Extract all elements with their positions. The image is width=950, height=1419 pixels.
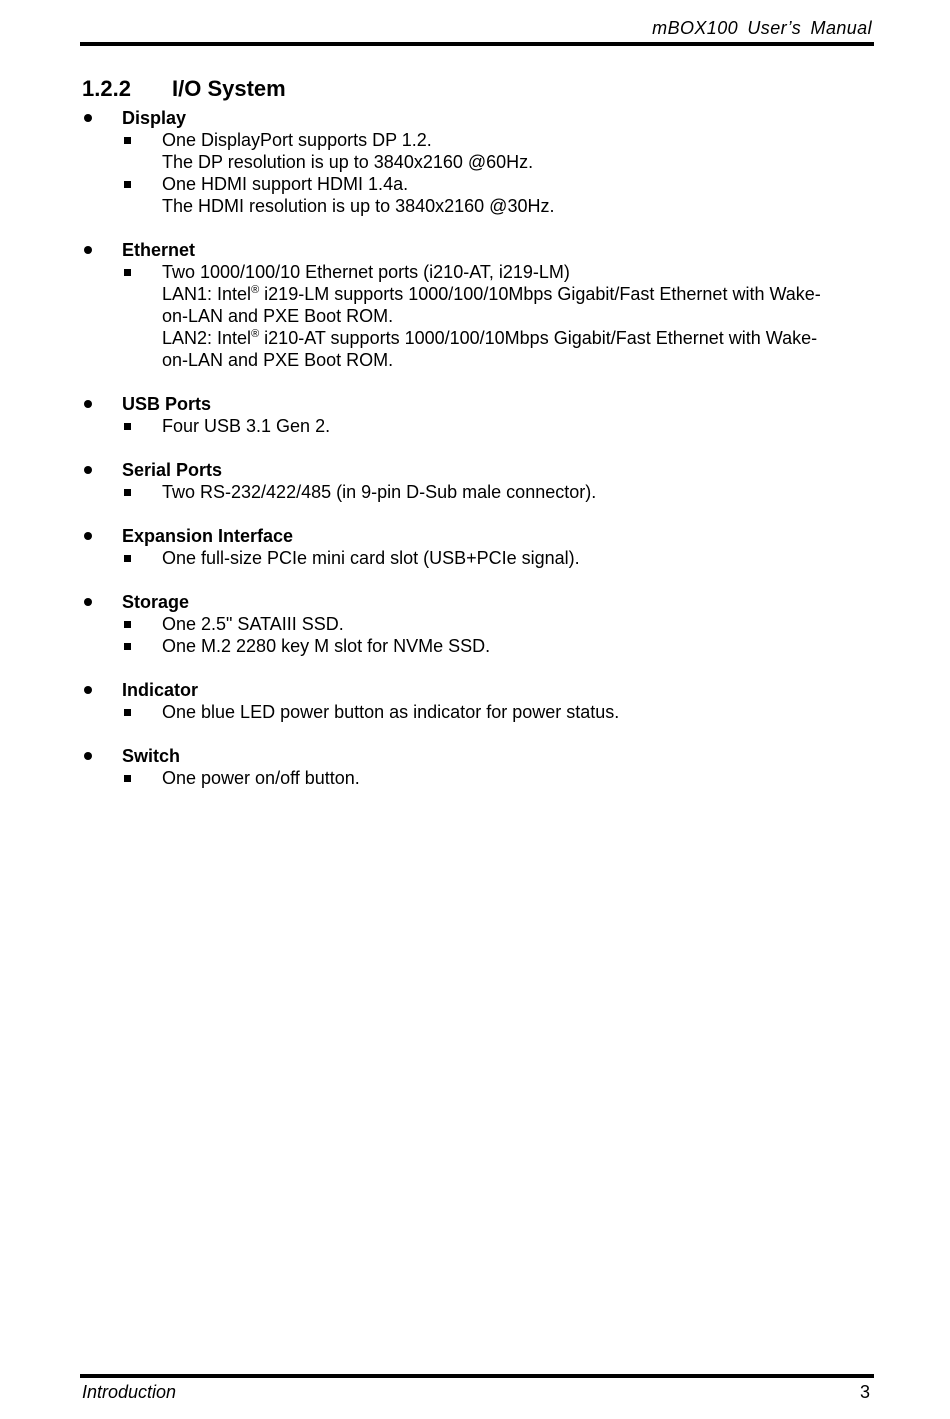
group-title: Display [80,107,872,129]
group-usb-ports [80,393,872,437]
round-bullet-icon [84,466,92,474]
list-item: Four USB 3.1 Gen 2. [80,415,872,437]
round-bullet-icon [84,686,92,694]
group-display [80,107,872,217]
square-bullet-icon [124,137,131,144]
lan2-line: LAN2: Intel® i210-AT supports 1000/100/10Mbps Gigabit/Fast Ethernet with Wake- [162,328,818,348]
square-bullet-icon [124,269,131,276]
header-rule [80,42,874,46]
footer-chapter: Introduction [82,1382,177,1402]
round-bullet-icon [84,532,92,540]
round-bullet-icon [84,598,92,606]
group-title: USB Ports [80,393,872,415]
group-title: Serial Ports [80,459,872,481]
io-system-list [80,107,872,811]
group-ethernet [80,239,872,371]
group-title: Storage [80,591,872,613]
square-bullet-icon [124,423,131,430]
list-item: One 2.5" SATAIII SSD. [80,613,872,635]
group-title: Ethernet [80,239,872,261]
list-item: One DisplayPort supports DP 1.2. The DP resolution is up to 3840x2160 @60Hz. [80,129,872,173]
section-heading [82,76,286,102]
round-bullet-icon [84,246,92,254]
lan1-line: LAN1: Intel® i219-LM supports 1000/100/10Mbps Gigabit/Fast Ethernet with Wake- [162,284,821,304]
square-bullet-icon [124,709,131,716]
round-bullet-icon [84,114,92,122]
footer-rule [80,1374,874,1378]
registered-mark: ® [251,328,260,340]
square-bullet-icon [124,775,131,782]
square-bullet-icon [124,643,131,650]
list-item: One full-size PCIe mini card slot (USB+PCIe signal). [80,547,872,569]
section-number: 1.2.2 [82,76,131,101]
round-bullet-icon [84,752,92,760]
registered-mark: ® [251,284,260,296]
group-title: Expansion Interface [80,525,872,547]
square-bullet-icon [124,489,131,496]
list-item: Two 1000/100/10 Ethernet ports (i210-AT, i219-LM) LAN1: Intel® i219-LM supports 1000/100/10Mbps Gigabit/Fast Ethernet with Wake- on-LAN and PXE Boot ROM. LAN2: Intel® i210-AT supports 1000/100/10Mbps Gigabit/Fast Ethernet with Wake- on-LAN and PXE Boot ROM. [80,261,872,371]
page-number: 3 [859,1382,870,1402]
group-storage [80,591,872,657]
square-bullet-icon [124,181,131,188]
list-item: One power on/off button. [80,767,872,789]
list-item: One blue LED power button as indicator for power status. [80,701,872,723]
list-item: One M.2 2280 key M slot for NVMe SSD. [80,635,872,657]
group-expansion-interface [80,525,872,569]
group-switch [80,745,872,789]
list-item: Two RS-232/422/485 (in 9-pin D-Sub male connector). [80,481,872,503]
square-bullet-icon [124,621,131,628]
round-bullet-icon [84,400,92,408]
group-title: Switch [80,745,872,767]
square-bullet-icon [124,555,131,562]
group-indicator [80,679,872,723]
running-header-title: mBOX100 User’s Manual [652,18,872,38]
group-serial-ports [80,459,872,503]
group-title: Indicator [80,679,872,701]
list-item: One HDMI support HDMI 1.4a. The HDMI resolution is up to 3840x2160 @30Hz. [80,173,872,217]
section-title: I/O System [172,76,286,101]
